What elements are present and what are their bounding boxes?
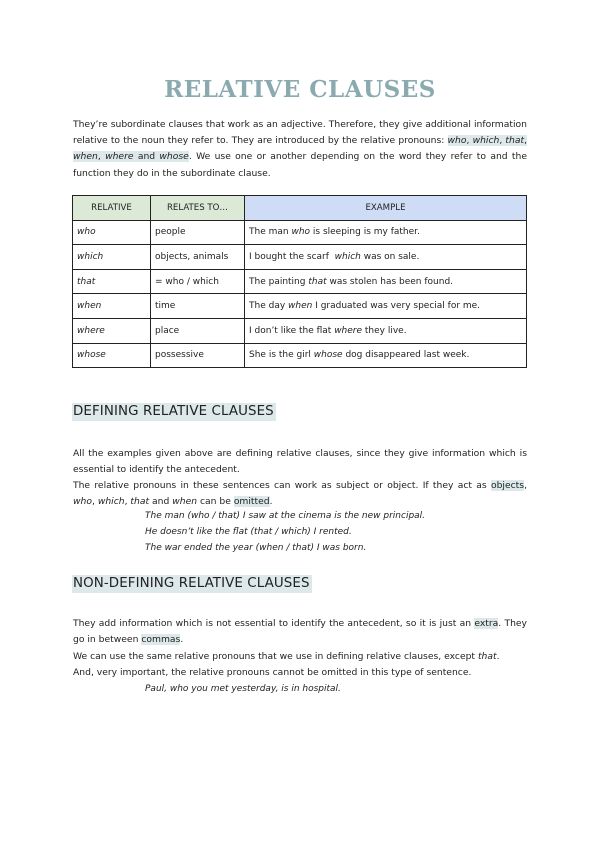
example-text: I graduated was very special for me. <box>312 301 481 312</box>
defining-paragraph-2 <box>73 478 527 510</box>
cell-relates: possessive <box>151 343 245 368</box>
pronoun-when: when <box>172 496 198 508</box>
cell-relates: = who / which <box>151 269 245 294</box>
commas-highlight: commas <box>141 634 181 646</box>
pronoun-which: which <box>472 135 500 147</box>
defining-text: , <box>524 480 527 491</box>
defining-text: , <box>124 496 131 508</box>
table-row <box>73 294 527 319</box>
non-defining-example: Paul, who you met yesterday, is in hospital. <box>145 684 341 694</box>
non-defining-text: They add information which is not essential to identify the antecedent, so it is just an <box>73 618 475 629</box>
cell-relates: place <box>151 318 245 343</box>
intro-text-2: . We use one or another depending on the word they refer to and the function they do in the subordinate clause. <box>73 151 527 179</box>
non-defining-text: . <box>180 634 184 646</box>
table-header-row <box>73 196 527 221</box>
cell-relates: objects, animals <box>151 245 245 270</box>
pronoun-who: who <box>447 135 467 147</box>
cell-example <box>245 343 527 368</box>
objects-highlight: objects <box>490 480 525 491</box>
non-defining-text: . They go in between <box>73 618 527 646</box>
pronoun-that: that <box>477 651 497 662</box>
header-relates-to: RELATES TO… <box>151 196 245 221</box>
example-text: was stolen has been found. <box>326 276 454 287</box>
cell-example <box>245 294 527 319</box>
cell-pronoun: which <box>73 245 151 270</box>
pronoun-when: when <box>73 151 98 163</box>
table-row <box>73 318 527 343</box>
example-text: I don’t like the flat <box>249 325 335 336</box>
cell-pronoun: where <box>73 318 151 343</box>
pronoun-that: that <box>130 496 150 508</box>
sep-4: , <box>97 151 106 163</box>
pronoun-which: which <box>97 496 125 508</box>
non-defining-text: . <box>496 651 500 662</box>
cell-relates: time <box>151 294 245 319</box>
sep-3: , <box>524 135 528 147</box>
cell-pronoun: who <box>73 220 151 245</box>
defining-example-3: The war ended the year (when / that) I was born. <box>145 543 367 553</box>
intro-text-1: They’re subordinate clauses that work as an adjective. Therefore, they give additional information relative to the noun they refer to. They are introduced by the relative pronouns: <box>73 119 527 147</box>
sep-1: , <box>466 135 473 147</box>
cell-pronoun: when <box>73 294 151 319</box>
non-defining-text: We can use the same relative pronouns that we use in defining relative clauses, except <box>73 651 478 662</box>
cell-relates: people <box>151 220 245 245</box>
cell-pronoun: whose <box>73 343 151 368</box>
table-row <box>73 220 527 245</box>
example-pronoun: when <box>288 301 313 312</box>
example-pronoun: whose <box>313 350 343 361</box>
example-text: was on sale. <box>360 251 420 262</box>
defining-example-2: He doesn’t like the flat (that / which) I rented. <box>145 527 352 537</box>
example-text: The day <box>249 301 289 312</box>
example-pronoun: where <box>334 325 363 336</box>
omitted-highlight: omitted <box>233 496 270 508</box>
defining-heading: DEFINING RELATIVE CLAUSES <box>73 404 274 419</box>
example-text: is sleeping is my father. <box>310 227 420 238</box>
defining-text: and <box>149 496 173 508</box>
extra-highlight: extra <box>474 618 499 629</box>
header-relative: RELATIVE <box>73 196 151 221</box>
pronoun-where: where <box>105 151 134 163</box>
table-row <box>73 245 527 270</box>
pronoun-that: that <box>505 135 525 147</box>
example-pronoun: that <box>308 276 327 287</box>
table-row <box>73 269 527 294</box>
pronoun-whose: whose <box>159 151 189 163</box>
example-text: She is the girl <box>249 350 314 361</box>
example-text: The painting <box>249 276 309 287</box>
cell-example <box>245 269 527 294</box>
relative-pronouns-table <box>72 195 527 368</box>
intro-paragraph <box>73 117 527 182</box>
sep-2: , <box>499 135 506 147</box>
pronoun-who: who <box>73 496 92 508</box>
non-defining-paragraph-2 <box>73 651 500 662</box>
example-text: they live. <box>362 325 407 336</box>
defining-example-1: The man (who / that) I saw at the cinema is the new principal. <box>145 511 426 521</box>
header-example: EXAMPLE <box>245 196 527 221</box>
example-text: The man <box>249 227 292 238</box>
cell-example <box>245 220 527 245</box>
and-text: and <box>133 151 160 163</box>
defining-text: , <box>91 496 98 508</box>
non-defining-paragraph-1 <box>73 616 527 648</box>
non-defining-heading: NON-DEFINING RELATIVE CLAUSES <box>73 576 310 591</box>
cell-pronoun: that <box>73 269 151 294</box>
page-title: RELATIVE CLAUSES <box>164 76 436 103</box>
example-pronoun: who <box>291 227 311 238</box>
cell-example <box>245 318 527 343</box>
example-text: I bought the scarf <box>249 251 335 262</box>
defining-paragraph-1: All the examples given above are defining relative clauses, since they give information which is essential to identify the antecedent. <box>73 448 527 476</box>
non-defining-paragraph-3: And, very important, the relative pronouns cannot be omitted in this type of sentence. <box>73 667 472 678</box>
cell-example <box>245 245 527 270</box>
example-pronoun: which <box>334 251 361 262</box>
table-row <box>73 343 527 368</box>
example-text: dog disappeared last week. <box>342 350 470 361</box>
defining-text: can be <box>197 496 234 508</box>
defining-text: . <box>269 496 273 508</box>
defining-text: The relative pronouns in these sentences can work as subject or object. If they act as <box>73 480 491 491</box>
